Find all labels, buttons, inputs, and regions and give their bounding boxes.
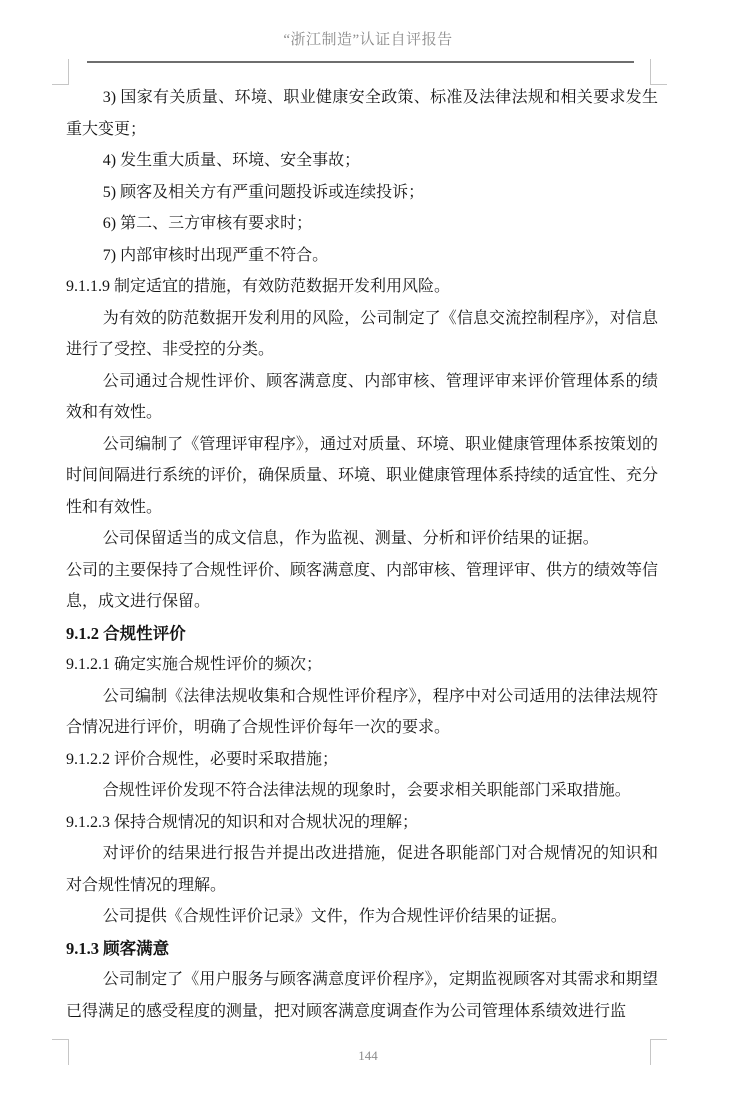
clause-line: 9.1.2.3 保持合规情况的知识和对合规状况的理解； (66, 813, 419, 831)
header-rule (87, 61, 634, 63)
paragraph: 公司的主要保持了合规性评价、顾客满意度、内部审核、管理评审、供方的绩效等信息，成文进行保留。 (66, 561, 659, 610)
list-item: 5) 顾客及相关方有严重问题投诉或连续投诉； (102, 183, 425, 201)
paragraph: 公司提供《合规性评价记录》文件，作为合规性评价结果的证据。 (102, 908, 567, 925)
section-heading: 9.1.2 合规性评价 (66, 623, 186, 643)
paragraph: 公司通过合规性评价、顾客满意度、内部审核、管理评审来评价管理体系的绩效和有效性。 (66, 372, 658, 421)
paragraph: 公司编制了《管理评审程序》，通过对质量、环境、职业健康管理体系按策划的时间间隔进行系统的评价，确保质量、环境、职业健康管理体系持续的适宜性、充分性和有效性。 (66, 435, 659, 516)
clause-line: 9.1.2.1 确定实施合规性评价的频次； (66, 656, 323, 673)
paragraph: 对评价的结果进行报告并提出改进措施，促进各职能部门对合规情况的知识和对合规性情况的理解。 (66, 845, 658, 894)
header-title: “浙江制造”认证自评报告 (283, 32, 453, 48)
paragraph: 公司编制《法律法规收集和合规性评价程序》，程序中对公司适用的法律法规符合情况进行评价，明确了合规性评价每年一次的要求。 (66, 687, 658, 736)
paragraph: 为有效的防范数据开发利用的风险，公司制定了《信息交流控制程序》，对信息进行了受控、非受控的分类。 (66, 309, 658, 358)
document-body (66, 82, 658, 1027)
paragraph: 公司保留适当的成文信息，作为监视、测量、分析和评价结果的证据。 (102, 530, 599, 547)
list-item: 3) 国家有关质量、环境、职业健康安全政策、标准及法律法规和相关要求发生重大变更； (66, 89, 658, 138)
paragraph: 合规性评价发现不符合法律法规的现象时，会要求相关职能部门采取措施。 (102, 782, 631, 799)
list-item: 4) 发生重大质量、环境、安全事故； (102, 152, 361, 169)
paragraph: 公司制定了《用户服务与顾客满意度评价程序》，定期监视顾客对其需求和期望已得满足的感受程度的测量，把对顾客满意度调查作为公司管理体系绩效进行监 (66, 971, 658, 1020)
clause-line: 9.1.2.2 评价合规性，必要时采取措施； (66, 750, 339, 768)
page-number: 144 (358, 1048, 378, 1063)
list-item: 7) 内部审核时出现严重不符合。 (102, 246, 329, 264)
clause-line: 9.1.1.9 制定适宜的措施，有效防范数据开发利用风险。 (66, 278, 451, 295)
list-item: 6) 第二、三方审核有要求时； (102, 215, 313, 232)
section-heading: 9.1.3 顾客满意 (66, 938, 170, 958)
